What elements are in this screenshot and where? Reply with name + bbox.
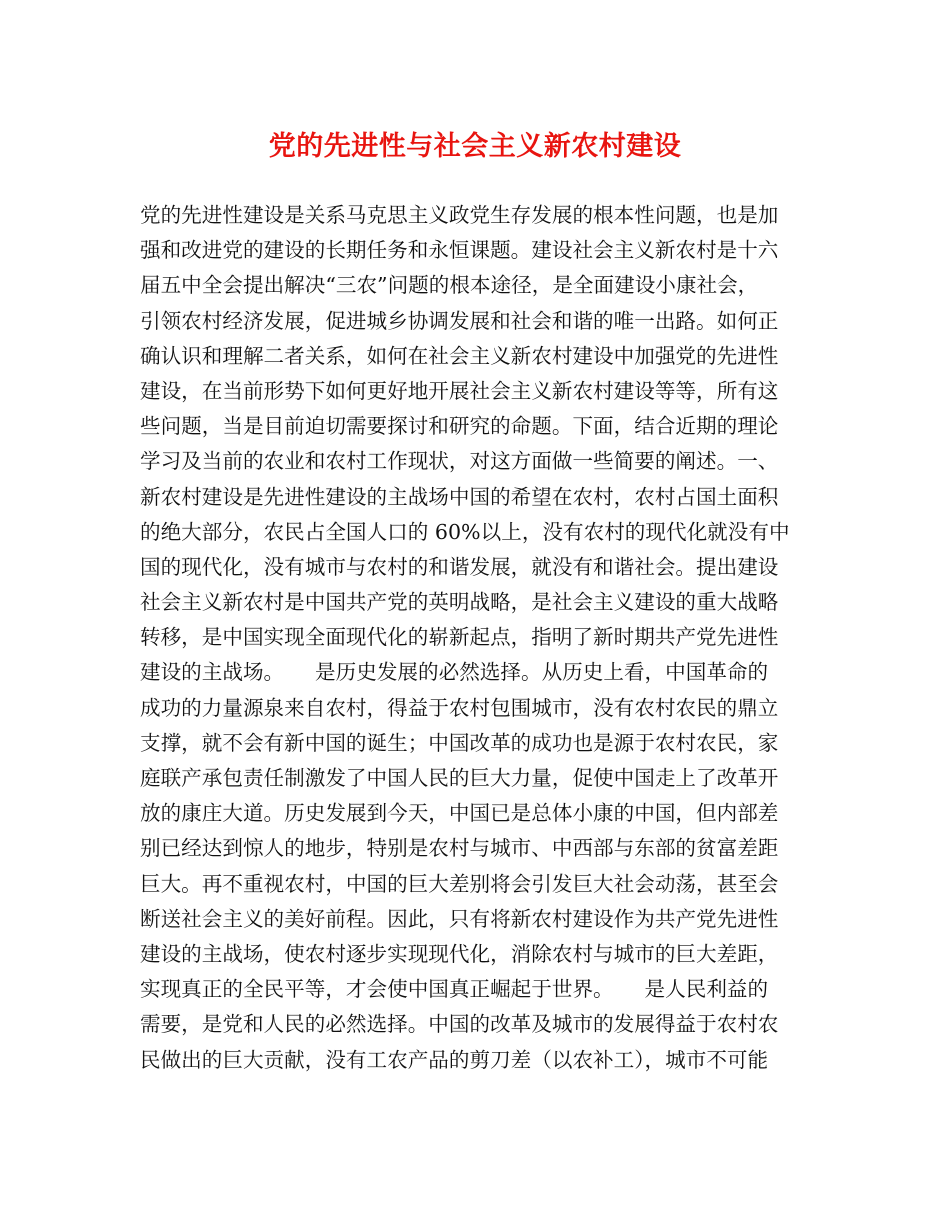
body-line: 庭联产承包责任制激发了中国人民的巨大力量，促使中国走上了改革开 <box>140 766 779 790</box>
body-line: 学习及当前的农业和农村工作现状，对这方面做一些简要的阐述。一、 <box>140 449 779 474</box>
body-line: 断送社会主义的美好前程。因此，只有将新农村建设作为共产党先进性 <box>140 906 779 931</box>
body-line: 需要，是党和人民的必然选择。中国的改革及城市的发展得益于农村农 <box>140 1012 779 1037</box>
document-title: 党的先进性与社会主义新农村建设 <box>268 131 682 162</box>
body-line: 届五中全会提出解决“三农”问题的根本途径，是全面建设小康社会， <box>140 273 759 298</box>
body-line: 些问题，当是目前迫切需要探讨和研究的命题。下面，结合近期的理论 <box>140 414 779 439</box>
body-line: 别已经达到惊人的地步，特别是农村与城市、中西部与东部的贫富差距 <box>140 836 779 861</box>
body-line: 国的现代化，没有城市与农村的和谐发展，就没有和谐社会。提出建设 <box>140 554 779 579</box>
body-line: 建设，在当前形势下如何更好地开展社会主义新农村建设等等，所有这 <box>140 378 779 403</box>
body-line: 确认识和理解二者关系，如何在社会主义新农村建设中加强党的先进性 <box>140 343 779 368</box>
body-line: 强和改进党的建设的长期任务和永恒课题。建设社会主义新农村是十六 <box>140 238 779 263</box>
body-line: 转移，是中国实现全面现代化的崭新起点，指明了新时期共产党先进性 <box>140 625 779 650</box>
body-line: 支撑，就不会有新中国的诞生；中国改革的成功也是源于农村农民，家 <box>140 730 779 755</box>
body-line: 成功的力量源泉来自农村，得益于农村包围城市，没有农村农民的鼎立 <box>140 695 779 720</box>
body-line: 的绝大部分，农民占全国人口的 60%以上，没有农村的现代化就没有中 <box>140 519 790 544</box>
body-line: 放的康庄大道。历史发展到今天，中国已是总体小康的中国，但内部差 <box>140 801 779 826</box>
body-line: 社会主义新农村是中国共产党的英明战略，是社会主义建设的重大战略 <box>140 590 779 615</box>
body-line: 建设的主战场。 是历史发展的必然选择。从历史上看，中国革命的 <box>140 660 769 685</box>
body-line: 新农村建设是先进性建设的主战场中国的希望在农村，农村占国土面积 <box>140 484 779 509</box>
body-line: 民做出的巨大贡献，没有工农产品的剪刀差（以农补工），城市不可能 <box>140 1047 769 1072</box>
body-line: 建设的主战场，使农村逐步实现现代化，消除农村与城市的巨大差距， <box>140 941 779 966</box>
body-line: 巨大。再不重视农村，中国的巨大差别将会引发巨大社会动荡，甚至会 <box>140 871 779 896</box>
body-line: 党的先进性建设是关系马克思主义政党生存发展的根本性问题，也是加 <box>140 203 779 227</box>
body-line: 实现真正的全民平等，才会使中国真正崛起于世界。 是人民利益的 <box>140 977 769 1002</box>
body-line: 引领农村经济发展，促进城乡协调发展和社会和谐的唯一出路。如何正 <box>140 308 779 333</box>
document-body <box>140 198 840 1078</box>
